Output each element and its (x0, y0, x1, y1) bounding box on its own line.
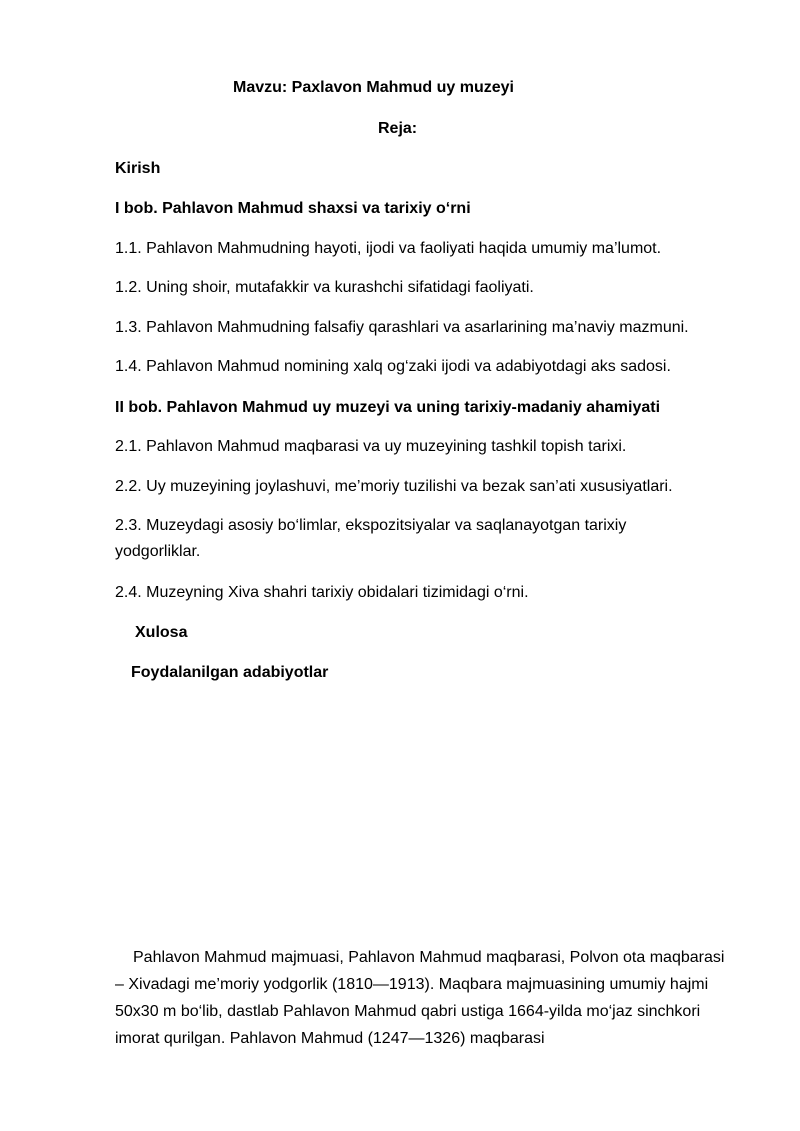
chapter2-item: 2.1. Pahlavon Mahmud maqbarasi va uy muzeyining tashkil topish tarixi. (115, 438, 627, 455)
body-paragraph: Pahlavon Mahmud majmuasi, Pahlavon Mahmud maqbarasi, Polvon ota maqbarasi – Xivadagi me’moriy yodgorlik (1810—1913). Maqbara majmuasining umumiy hajmi 50x30 m bo‘lib, dastlab Pahlavon Mahmud qabri ustiga 1664-yilda mo‘jaz sinchkori imorat qurilgan. Pahlavon Mahmud (1247—1326) maqbarasi (115, 949, 725, 1047)
chapter1-item: 1.3. Pahlavon Mahmudning falsafiy qarashlari va asarlarining ma’naviy mazmuni. (115, 319, 689, 336)
chapter2-title: II bob. Pahlavon Mahmud uy muzeyi va uning tarixiy-madaniy ahamiyati (115, 399, 661, 416)
document-topic: Mavzu: Paxlavon Mahmud uy muzeyi (233, 79, 514, 96)
chapter1-item: 1.4. Pahlavon Mahmud nomining xalq og‘zaki ijodi va adabiyotdagi aks sadosi. (115, 358, 671, 375)
chapter2-item: 2.3. Muzeydagi asosiy bo‘limlar, ekspozitsiyalar va saqlanayotgan tarixiy yodgorliklar. (115, 517, 627, 560)
chapter1-item: 1.1. Pahlavon Mahmudning hayoti, ijodi va faoliyati haqida umumiy ma’lumot. (115, 240, 662, 257)
intro-heading: Kirish (115, 160, 161, 177)
chapter1-item: 1.2. Uning shoir, mutafakkir va kurashchi sifatidagi faoliyati. (115, 279, 534, 296)
chapter2-item: 2.4. Muzeyning Xiva shahri tarixiy obidalari tizimidagi o‘rni. (115, 584, 529, 601)
chapter2-item: 2.2. Uy muzeyining joylashuvi, me’moriy tuzilishi va bezak san’ati xususiyatlari. (115, 478, 673, 495)
references-heading: Foydalanilgan adabiyotlar (131, 664, 329, 681)
plan-heading: Reja: (378, 120, 418, 137)
conclusion-heading: Xulosa (135, 624, 188, 641)
chapter1-title: I bob. Pahlavon Mahmud shaxsi va tarixiy o‘rni (115, 200, 471, 217)
